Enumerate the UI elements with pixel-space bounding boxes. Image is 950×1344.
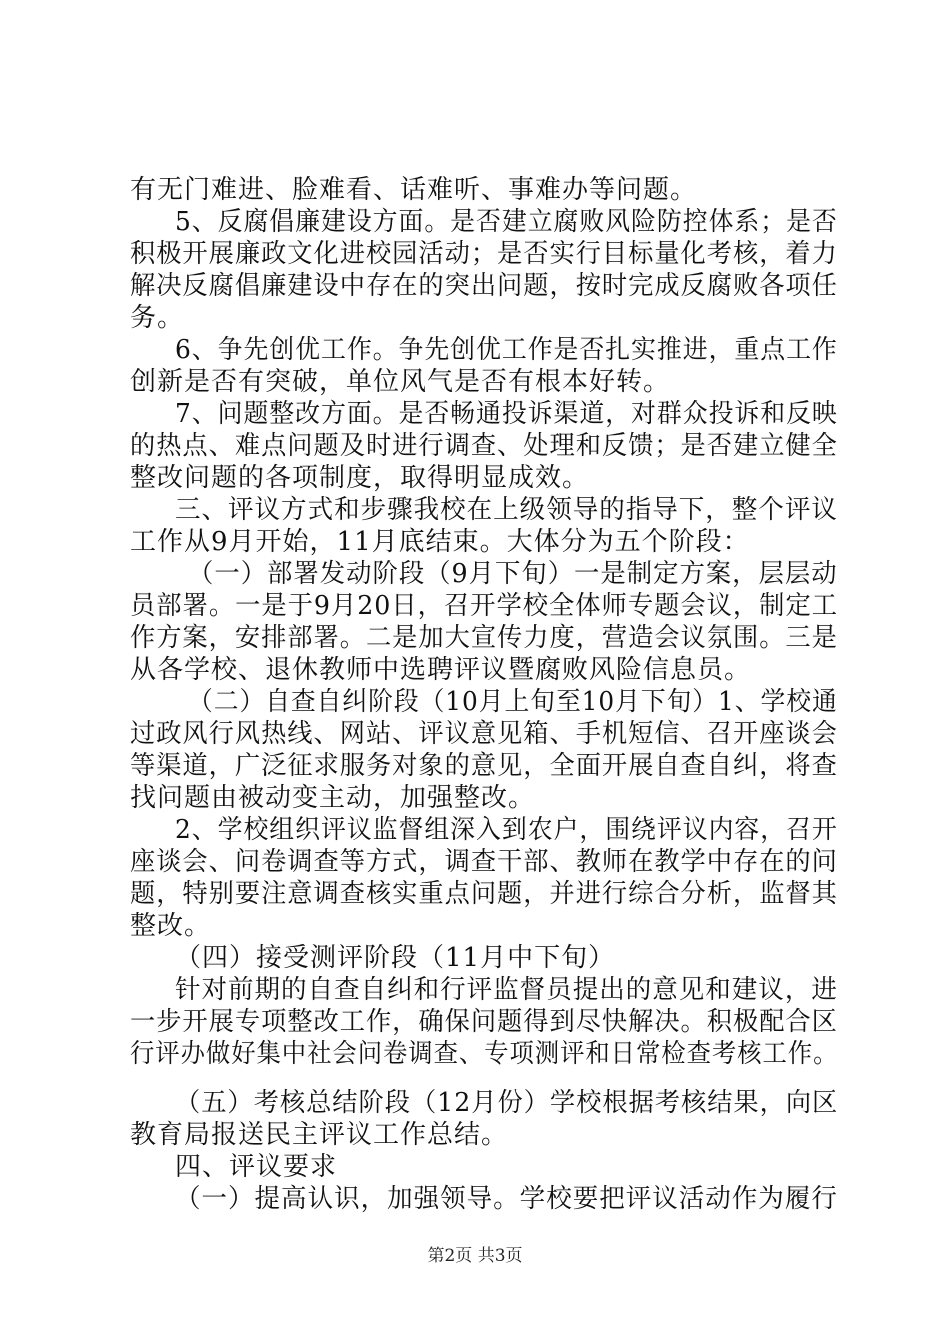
text-line: 整改。 <box>130 911 212 941</box>
text-line: 工作从9月开始，11月底结束。大体分为五个阶段： <box>130 527 750 557</box>
text-line: 过政风行风热线、网站、评议意见箱、手机短信、召开座谈会 <box>130 719 838 749</box>
text-line: 5、反腐倡廉建设方面。是否建立腐败风险防控体系；是否 <box>175 207 838 237</box>
text-line: 有无门难进、脸难看、话难听、事难办等问题。 <box>130 175 698 205</box>
text-line: （五）考核总结阶段（12月份）学校根据考核结果，向区 <box>175 1088 839 1118</box>
text-line: 教育局报送民主评议工作总结。 <box>130 1120 509 1150</box>
text-line: 座谈会、问卷调查等方式，调查干部、教师在教学中存在的问 <box>130 847 838 877</box>
text-line: （一）部署发动阶段（9月下旬）一是制定方案，层层动 <box>188 559 838 589</box>
text-line: 创新是否有突破，单位风气是否有根本好转。 <box>130 367 671 397</box>
text-line: 三、评议方式和步骤我校在上级领导的指导下，整个评议 <box>175 495 838 525</box>
text-line: 6、争先创优工作。争先创优工作是否扎实推进，重点工作 <box>175 335 838 365</box>
text-line: （四）接受测评阶段（11月中下旬） <box>175 943 616 973</box>
text-line: 2、学校组织评议监督组深入到农户，围绕评议内容，召开 <box>175 815 838 845</box>
text-line: 找问题由被动变主动，加强整改。 <box>130 783 536 813</box>
text-line: 务。 <box>130 303 185 333</box>
text-line: 题，特别要注意调查核实重点问题，并进行综合分析，监督其 <box>130 879 838 909</box>
text-line: 7、问题整改方面。是否畅通投诉渠道，对群众投诉和反映 <box>175 399 838 429</box>
text-line: （一）提高认识，加强领导。学校要把评议活动作为履行 <box>175 1184 838 1214</box>
text-line: 员部署。一是于9月20日，召开学校全体师专题会议，制定工 <box>130 591 838 621</box>
text-line: （二）自查自纠阶段（10月上旬至10月下旬）1、学校通 <box>188 687 838 717</box>
text-line: 从各学校、退休教师中选聘评议暨腐败风险信息员。 <box>130 655 752 685</box>
text-line: 作方案，安排部署。二是加大宣传力度，营造会议氛围。三是 <box>130 623 838 653</box>
text-line: 针对前期的自查自纠和行评监督员提出的意见和建议，进 <box>175 975 838 1005</box>
text-line: 行评办做好集中社会问卷调查、专项测评和日常检查考核工作。 <box>130 1039 839 1069</box>
text-line: 等渠道，广泛征求服务对象的意见，全面开展自查自纠，将查 <box>130 751 838 781</box>
text-line: 一步开展专项整改工作，确保问题得到尽快解决。积极配合区 <box>130 1007 838 1037</box>
text-line: 积极开展廉政文化进校园活动；是否实行目标量化考核，着力 <box>130 239 838 269</box>
text-line: 四、评议要求 <box>175 1152 338 1182</box>
text-line: 整改问题的各项制度，取得明显成效。 <box>130 463 590 493</box>
page-footer: 第2页 共3页 <box>427 1246 523 1266</box>
text-line: 的热点、难点问题及时进行调查、处理和反馈；是否建立健全 <box>130 431 838 461</box>
text-line: 解决反腐倡廉建设中存在的突出问题，按时完成反腐败各项任 <box>130 271 838 301</box>
